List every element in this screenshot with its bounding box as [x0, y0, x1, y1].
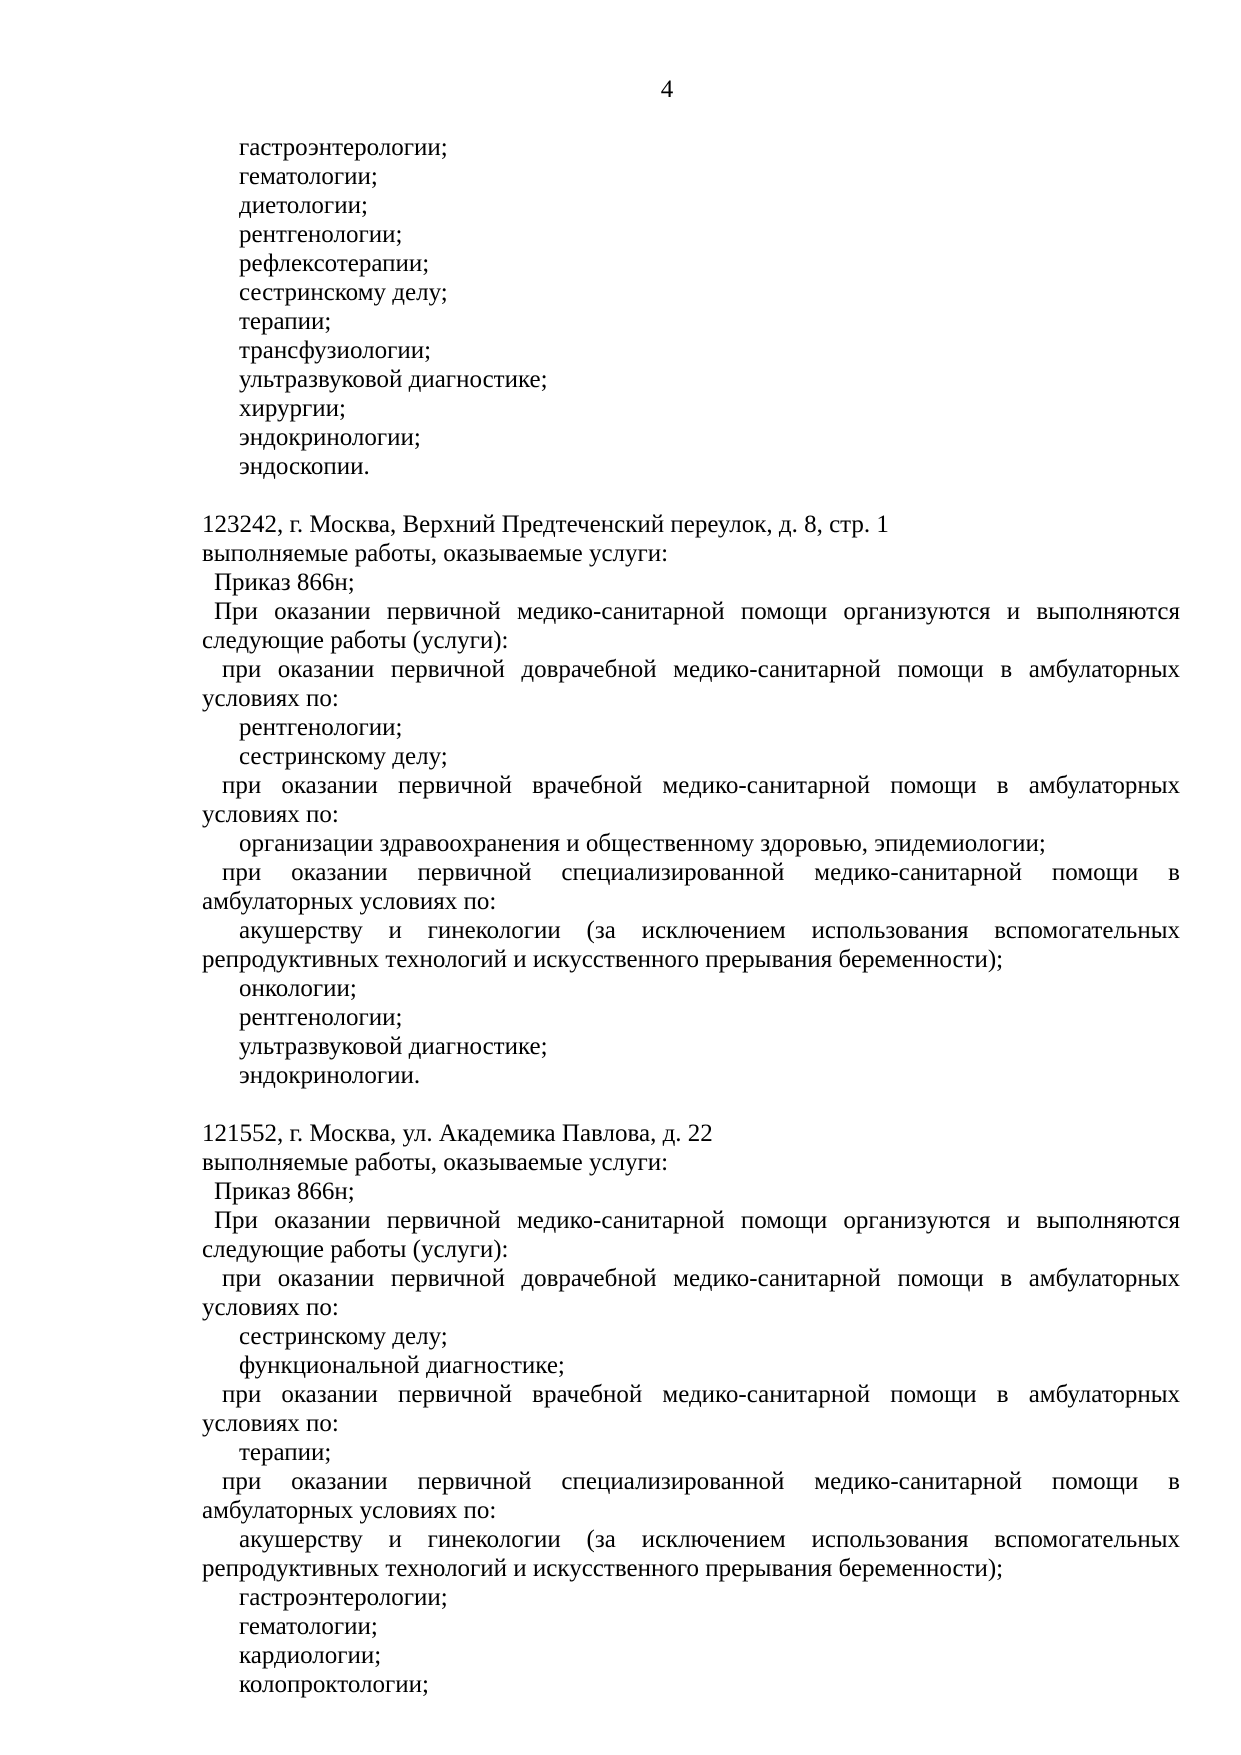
intro-line: выполняемые работы, оказываемые услуги: [202, 540, 669, 567]
service-item: сестринскому делу; [239, 279, 448, 306]
service-item: трансфузиологии; [239, 337, 432, 364]
paragraph-line: следующие работы (услуги): [202, 627, 509, 654]
service-item: репродуктивных технологий и искусственного прерывания беременности); [202, 946, 1004, 973]
service-item: хирургии; [239, 395, 347, 422]
paragraph-line: при оказании первичной доврачебной медико-санитарной помощи в амбулаторных [222, 1265, 1180, 1292]
address-line: 121552, г. Москва, ул. Академика Павлова, д. 22 [202, 1120, 713, 1147]
intro-line: выполняемые работы, оказываемые услуги: [202, 1149, 669, 1176]
service-item: функциональной диагностике; [239, 1352, 565, 1379]
page-number: 4 [660, 76, 674, 103]
paragraph-line: амбулаторных условиях по: [202, 888, 497, 915]
service-item: сестринскому делу; [239, 743, 448, 770]
paragraph-line: при оказании первичной доврачебной медико-санитарной помощи в амбулаторных [222, 656, 1180, 683]
service-item: ультразвуковой диагностике; [239, 1033, 548, 1060]
paragraph-line: при оказании первичной врачебной медико-санитарной помощи в амбулаторных [222, 1381, 1180, 1408]
blank-line [202, 481, 1180, 510]
document-content [202, 133, 1180, 1699]
service-item: ультразвуковой диагностике; [239, 366, 548, 393]
blank-line [202, 1090, 1180, 1119]
paragraph-line: амбулаторных условиях по: [202, 1497, 497, 1524]
paragraph-line: Приказ 866н; [214, 569, 355, 596]
service-item: терапии; [239, 308, 332, 335]
paragraph-line: условиях по: [202, 801, 339, 828]
service-item: гематологии; [239, 1613, 378, 1640]
paragraph-line: при оказании первичной врачебной медико-санитарной помощи в амбулаторных [222, 772, 1180, 799]
service-item: акушерству и гинекологии (за исключением использования вспомогательных [239, 1526, 1180, 1553]
paragraph-line: При оказании первичной медико-санитарной помощи организуются и выполняются [214, 1207, 1180, 1234]
service-item: эндокринологии. [239, 1062, 421, 1089]
service-item: рефлексотерапии; [239, 250, 430, 277]
service-item: рентгенологии; [239, 221, 403, 248]
service-item: сестринскому делу; [239, 1323, 448, 1350]
service-item: рентгенологии; [239, 1004, 403, 1031]
service-item: акушерству и гинекологии (за исключением использования вспомогательных [239, 917, 1180, 944]
service-item: терапии; [239, 1439, 332, 1466]
service-item: гематологии; [239, 163, 378, 190]
service-item: диетологии; [239, 192, 368, 219]
paragraph-line: условиях по: [202, 1410, 339, 1437]
paragraph-line: При оказании первичной медико-санитарной помощи организуются и выполняются [214, 598, 1180, 625]
service-item: эндокринологии; [239, 424, 421, 451]
paragraph-line: при оказании первичной специализированной медико-санитарной помощи в [222, 1468, 1180, 1495]
service-item: организации здравоохранения и общественному здоровью, эпидемиологии; [239, 830, 1046, 857]
address-line: 123242, г. Москва, Верхний Предтеченский переулок, д. 8, стр. 1 [202, 511, 889, 538]
paragraph-line: Приказ 866н; [214, 1178, 355, 1205]
service-item: онкологии; [239, 975, 357, 1002]
service-item: кардиологии; [239, 1642, 382, 1669]
service-item: репродуктивных технологий и искусственного прерывания беременности); [202, 1555, 1004, 1582]
paragraph-line: следующие работы (услуги): [202, 1236, 509, 1263]
service-item: колопроктологии; [239, 1671, 429, 1698]
paragraph-line: условиях по: [202, 685, 339, 712]
service-item: рентгенологии; [239, 714, 403, 741]
service-item: гастроэнтерологии; [239, 1584, 448, 1611]
service-item: эндоскопии. [239, 453, 370, 480]
service-item: гастроэнтерологии; [239, 134, 448, 161]
paragraph-line: при оказании первичной специализированной медико-санитарной помощи в [222, 859, 1180, 886]
paragraph-line: условиях по: [202, 1294, 339, 1321]
